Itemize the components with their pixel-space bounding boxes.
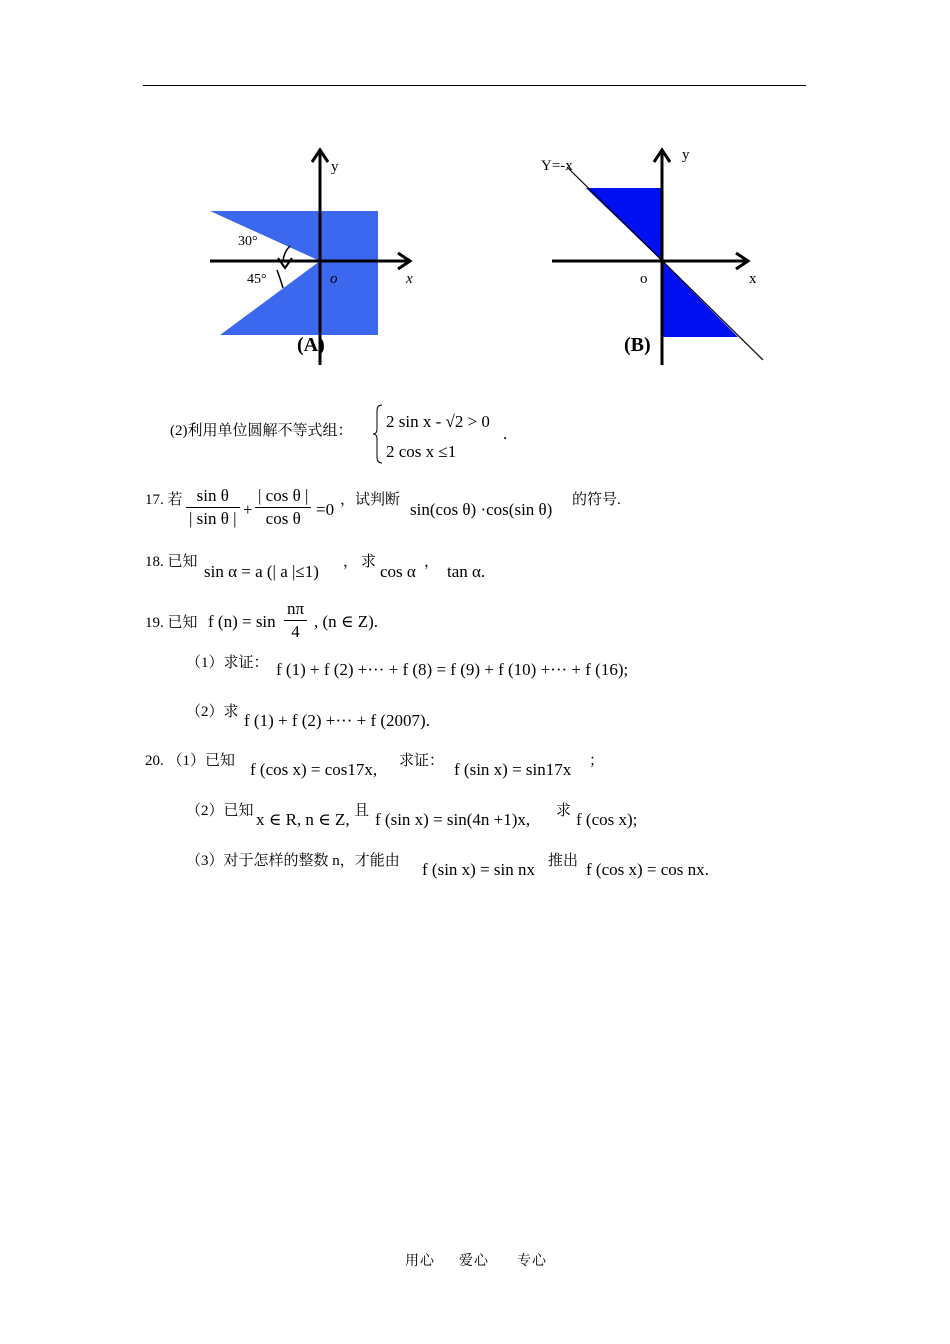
q17-fraction-1 xyxy=(186,485,240,530)
figure-a-origin-label: o xyxy=(330,271,338,287)
q18-expr: sin α = a (| a |≤1) xyxy=(204,562,319,581)
q20-part3-expr: f (sin x) = sin nx xyxy=(422,860,535,879)
q16-2-line1: 2 sin x - √2 > 0 xyxy=(386,412,490,431)
q20-part2-and: 且 xyxy=(354,803,370,819)
q20-part2-expr3: f (cos x); xyxy=(576,810,638,829)
figure-b-y-label: y xyxy=(682,147,690,163)
figure-b-caption: (B) xyxy=(624,334,651,356)
figure-b-origin-label: o xyxy=(640,271,648,287)
q18-comma-1: ， xyxy=(343,554,359,570)
figure-a-angle-top-label: 30° xyxy=(238,234,258,249)
q20-part2-expr2: f (sin x) = sin(4n +1)x, xyxy=(375,810,531,829)
figure-a-y-label: y xyxy=(331,159,339,175)
q17-expr: sin(cos θ) ·cos(sin θ) xyxy=(410,500,553,519)
q16-2-prefix: (2)利用单位圆解不等式组： xyxy=(170,423,353,439)
q17-f2-num: | cos θ | xyxy=(255,485,311,508)
q20-part2-expr: x ∈ R, n ∈ Z, xyxy=(256,810,350,829)
figure-a-upper-region xyxy=(210,211,378,261)
q17-f1-den: | sin θ | xyxy=(189,509,237,528)
figure-b-line-label: Y=-x xyxy=(541,158,573,174)
figure-a-x-label: x xyxy=(406,271,413,287)
footer-word-3: 专心 xyxy=(517,1254,547,1269)
q18-number: 18. 已知 xyxy=(145,554,198,570)
q20-part3-infer: 推出 xyxy=(548,853,579,869)
q18-tan: tan α. xyxy=(447,562,486,581)
q19-rhs: , (n ∈ Z). xyxy=(314,612,379,631)
figure-b-x-label: x xyxy=(749,271,757,287)
q19-fraction xyxy=(284,598,307,643)
q17-number: 17. 若 xyxy=(145,492,183,508)
q20-part1-expr: f (cos x) = cos17x, xyxy=(250,760,378,779)
q18-comma-2: ， xyxy=(424,554,440,570)
q19-frac-den: 4 xyxy=(291,622,300,641)
q20-part2-ask: 求 xyxy=(556,803,572,819)
figure-a-angle-arc-top xyxy=(283,246,290,261)
q20-number: 20. （1）已知 xyxy=(145,753,236,769)
figure-b xyxy=(530,140,780,365)
q19-part1-expr: f (1) + f (2) +··· + f (8) = f (9) + f (10) +··· + f (16); xyxy=(276,660,629,679)
figure-a xyxy=(200,140,430,365)
q19-frac-num: nπ xyxy=(284,598,307,621)
q17-fraction-2 xyxy=(255,485,311,530)
q16-2-suffix: . xyxy=(503,424,508,443)
figure-a-caption: (A) xyxy=(297,334,325,356)
q20-part3-label: （3）对于怎样的整数 n，才能由 xyxy=(186,853,400,869)
q17-mid: ，试判断 xyxy=(340,492,401,508)
header-rule xyxy=(143,85,806,86)
footer-word-2: 爱心 xyxy=(459,1254,489,1269)
footer-word-1: 用心 xyxy=(405,1254,435,1269)
figure-a-angle-arc-bottom xyxy=(277,270,283,288)
q17-equals: =0 xyxy=(316,500,335,519)
q18-ask: 求 xyxy=(361,554,377,570)
q20-part1-expr2: f (sin x) = sin17x xyxy=(454,760,572,779)
q17-f1-num: sin θ xyxy=(186,485,240,508)
q20-part1-end: ； xyxy=(589,753,605,769)
q19-lhs: f (n) = sin xyxy=(208,612,276,631)
q20-part3-expr2: f (cos x) = cos nx. xyxy=(586,860,709,879)
q19-part2-expr: f (1) + f (2) +··· + f (2007). xyxy=(244,711,430,730)
q19-part1-label: （1）求证： xyxy=(186,655,269,671)
figure-a-angle-bottom-label: 45° xyxy=(247,272,267,287)
q19-part2-label: （2）求 xyxy=(186,704,239,720)
q16-2-brace xyxy=(372,403,384,465)
q18-cos: cos α xyxy=(380,562,416,581)
q16-2-line2: 2 cos x ≤1 xyxy=(386,442,457,461)
q19-number: 19. 已知 xyxy=(145,615,198,631)
q17-f2-den: cos θ xyxy=(265,509,301,528)
q17-plus: + xyxy=(243,500,253,519)
q17-tail: 的符号. xyxy=(572,492,621,508)
figure-a-lower-region xyxy=(220,261,378,335)
q20-part1-prove: 求证： xyxy=(399,753,445,769)
q20-part2-label: （2）已知 xyxy=(186,803,254,819)
